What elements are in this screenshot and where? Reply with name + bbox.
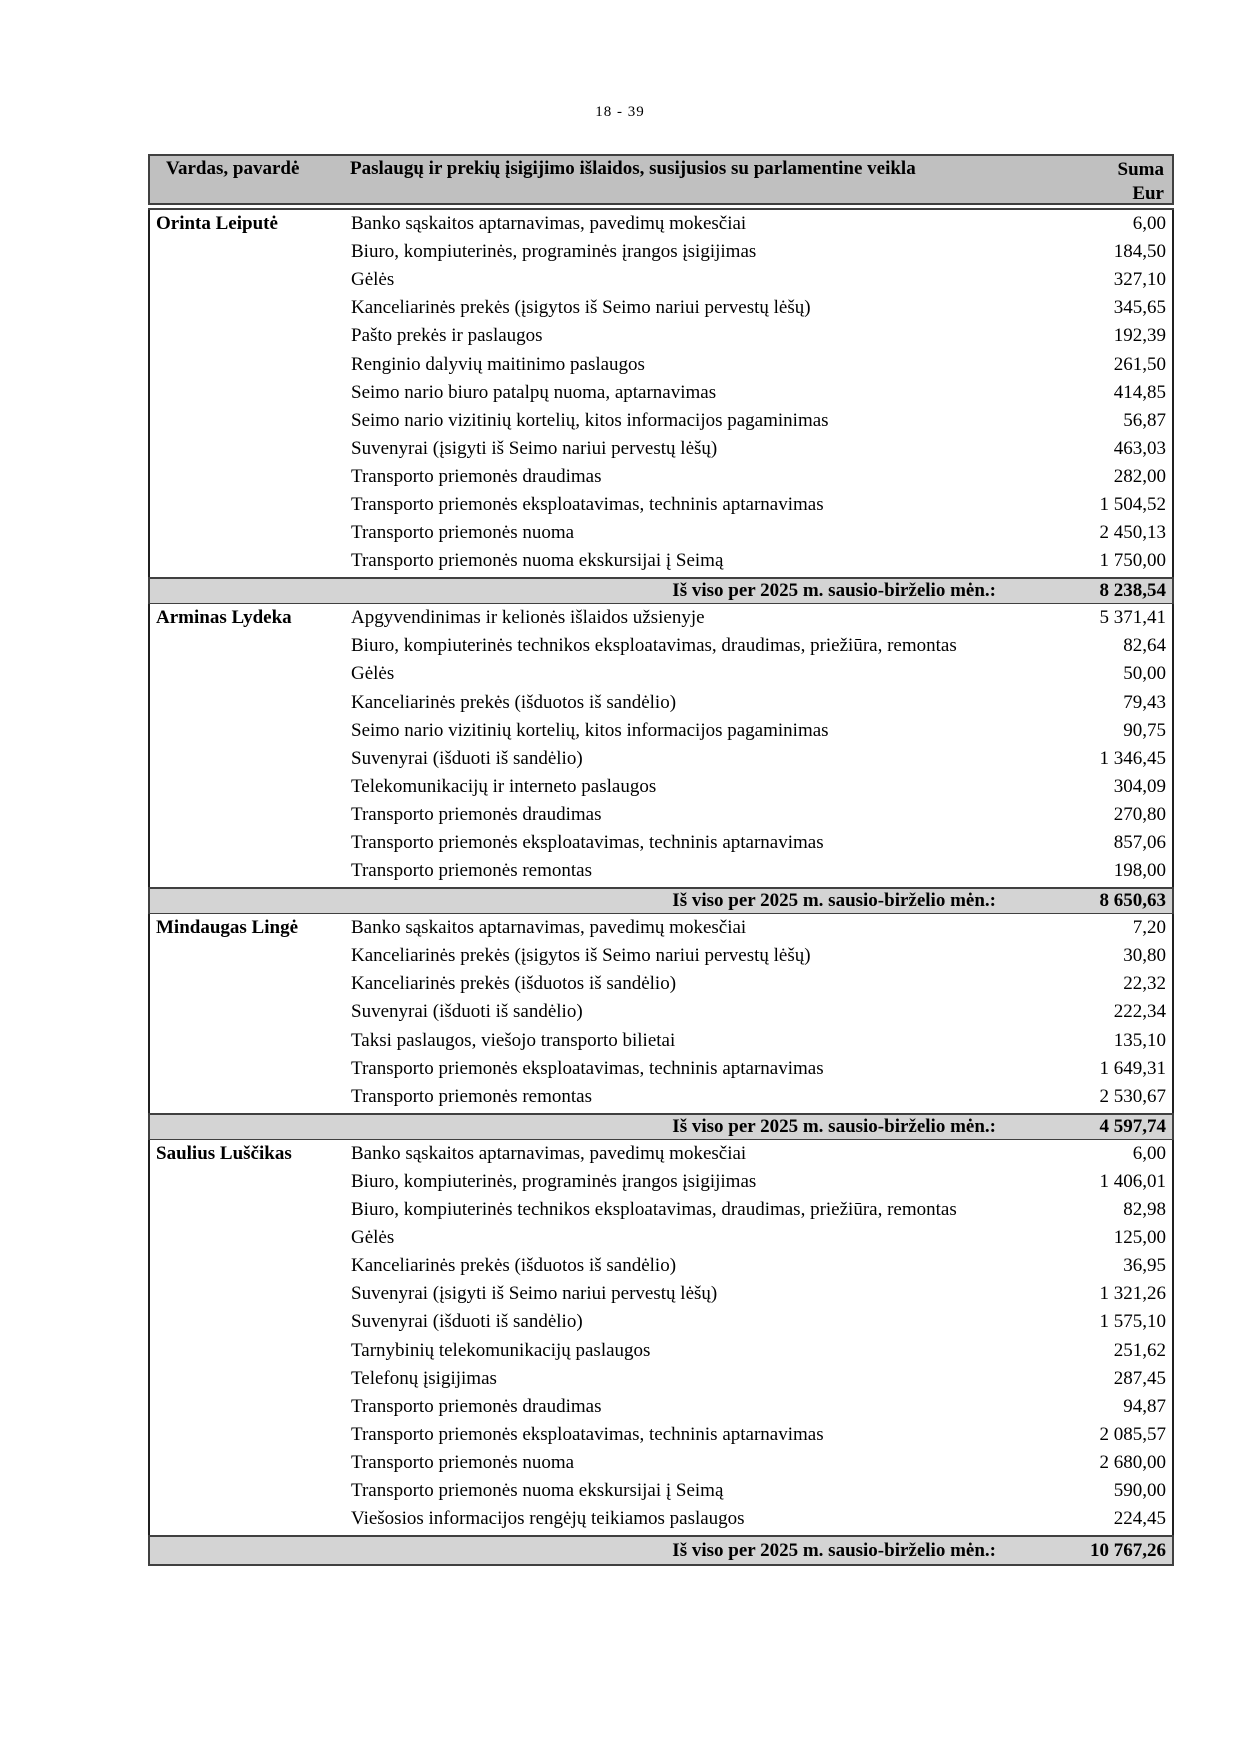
table-row: [150, 1421, 1172, 1449]
expense-amount: 6,00: [1132, 1142, 1166, 1164]
subtotal-amount: 8 650,63: [1099, 890, 1166, 912]
expense-amount: 251,62: [1113, 1339, 1166, 1361]
section-rows: [148, 1140, 1174, 1533]
subtotal-row: [148, 887, 1174, 914]
table-row: [150, 547, 1172, 575]
table-row: [150, 1252, 1172, 1280]
expense-description: Taksi paslaugos, viešojo transporto bilietai: [351, 1029, 676, 1051]
expense-amount: 184,50: [1113, 241, 1166, 263]
table-row: [150, 1336, 1172, 1364]
expense-description: Kanceliarinės prekės (išduotos iš sandėlio): [351, 691, 677, 713]
expense-amount: 261,50: [1113, 353, 1166, 375]
table-row: [150, 745, 1172, 773]
expense-amount: 590,00: [1113, 1479, 1166, 1501]
expense-description: Gėlės: [351, 269, 395, 291]
subtotal-amount: 10 767,26: [1090, 1539, 1166, 1561]
expense-description: Tarnybinių telekomunikacijų paslaugos: [351, 1339, 651, 1361]
expense-description: Transporto priemonės remontas: [351, 1085, 592, 1107]
table-row: [150, 435, 1172, 463]
member-section: [148, 1140, 1174, 1566]
expense-description: Telefonų įsigijimas: [351, 1367, 497, 1389]
expense-amount: 1 406,01: [1099, 1170, 1166, 1192]
expense-description: Transporto priemonės nuoma: [351, 1451, 575, 1473]
expense-description: Biuro, kompiuterinės, programinės įrangos įsigijimas: [351, 241, 757, 263]
subtotal-label: Iš viso per 2025 m. sausio-birželio mėn.:: [672, 580, 996, 602]
expense-description: Renginio dalyvių maitinimo paslaugos: [351, 353, 645, 375]
expense-description: Seimo nario vizitinių kortelių, kitos informacijos pagaminimas: [351, 719, 829, 741]
expense-description: Biuro, kompiuterinės, programinės įrangos įsigijimas: [351, 1170, 757, 1192]
page-number: 18 - 39: [595, 104, 645, 120]
expense-description: Seimo nario vizitinių kortelių, kitos informacijos pagaminimas: [351, 409, 829, 431]
expense-amount: 224,45: [1113, 1508, 1166, 1530]
table-row: [150, 1168, 1172, 1196]
expense-description: Transporto priemonės eksploatavimas, techninis aptarnavimas: [351, 493, 824, 515]
table-row: [150, 829, 1172, 857]
expense-description: Suvenyrai (įsigyti iš Seimo nariui pervestų lėšų): [351, 1283, 718, 1305]
table-row: [150, 1196, 1172, 1224]
expense-amount: 56,87: [1123, 409, 1166, 431]
expense-amount: 125,00: [1113, 1227, 1166, 1249]
table-row: [150, 238, 1172, 266]
expense-description: Banko sąskaitos aptarnavimas, pavedimų mokesčiai: [351, 917, 747, 939]
table-row: [150, 773, 1172, 801]
table-row: [150, 998, 1172, 1026]
member-section: [148, 914, 1174, 1140]
expense-description: Biuro, kompiuterinės technikos eksploatavimas, draudimas, priežiūra, remontas: [351, 635, 957, 657]
expense-amount: 287,45: [1113, 1367, 1166, 1389]
expense-amount: 30,80: [1123, 945, 1166, 967]
expense-description: Transporto priemonės eksploatavimas, techninis aptarnavimas: [351, 832, 824, 854]
table-row: [150, 1140, 1172, 1168]
expense-description: Transporto priemonės draudimas: [351, 803, 602, 825]
expense-amount: 36,95: [1123, 1255, 1166, 1277]
table-row: [150, 1505, 1172, 1533]
expense-description: Transporto priemonės remontas: [351, 860, 592, 882]
expense-table: [148, 154, 1174, 1566]
member-name: Arminas Lydeka: [156, 607, 292, 629]
expense-description: Transporto priemonės eksploatavimas, techninis aptarnavimas: [351, 1057, 824, 1079]
expense-amount: 345,65: [1113, 297, 1166, 319]
expense-amount: 414,85: [1113, 381, 1166, 403]
expense-description: Kanceliarinės prekės (išduotos iš sandėlio): [351, 973, 677, 995]
table-row: [150, 717, 1172, 745]
member-name: Mindaugas Lingė: [156, 917, 299, 939]
expense-amount: 2 450,13: [1099, 522, 1166, 544]
expense-description: Transporto priemonės draudimas: [351, 465, 602, 487]
table-row: [150, 1477, 1172, 1505]
expense-description: Transporto priemonės nuoma ekskursijai į Seimą: [351, 1479, 724, 1501]
expense-amount: 198,00: [1113, 860, 1166, 882]
expense-amount: 327,10: [1113, 269, 1166, 291]
table-row: [150, 660, 1172, 688]
table-row: [150, 689, 1172, 717]
subtotal-row: [148, 1113, 1174, 1140]
table-header: [148, 154, 1174, 205]
header-description: Paslaugų ir prekių įsigijimo išlaidos, susijusios su parlamentine veikla: [350, 158, 916, 179]
member-section: [148, 604, 1174, 914]
subtotal-amount: 4 597,74: [1099, 1115, 1166, 1137]
expense-description: Kanceliarinės prekės (įsigytos iš Seimo nariui pervestų lėšų): [351, 297, 811, 319]
table-row: [150, 350, 1172, 378]
table-row: [150, 1308, 1172, 1336]
expense-description: Transporto priemonės nuoma ekskursijai į Seimą: [351, 550, 724, 572]
table-row: [150, 914, 1172, 942]
expense-amount: 79,43: [1123, 691, 1166, 713]
expense-description: Seimo nario biuro patalpų nuoma, aptarnavimas: [351, 381, 717, 403]
expense-description: Banko sąskaitos aptarnavimas, pavedimų mokesčiai: [351, 1142, 747, 1164]
expense-amount: 1 649,31: [1099, 1057, 1166, 1079]
expense-description: Pašto prekės ir paslaugos: [351, 325, 543, 347]
section-rows: [148, 604, 1174, 885]
member-name: Saulius Luščikas: [156, 1142, 292, 1164]
table-row: [150, 379, 1172, 407]
subtotal-label: Iš viso per 2025 m. sausio-birželio mėn.:: [672, 890, 996, 912]
expense-amount: 1 504,52: [1099, 493, 1166, 515]
expense-description: Transporto priemonės draudimas: [351, 1395, 602, 1417]
subtotal-row: [148, 577, 1174, 604]
expense-description: Biuro, kompiuterinės technikos eksploatavimas, draudimas, priežiūra, remontas: [351, 1199, 957, 1221]
expense-amount: 1 750,00: [1099, 550, 1166, 572]
expense-description: Suvenyrai (išduoti iš sandėlio): [351, 1311, 583, 1333]
expense-description: Suvenyrai (išduoti iš sandėlio): [351, 747, 583, 769]
expense-description: Gėlės: [351, 1227, 395, 1249]
expense-amount: 7,20: [1132, 917, 1166, 939]
table-row: [150, 632, 1172, 660]
subtotal-label: Iš viso per 2025 m. sausio-birželio mėn.:: [672, 1539, 996, 1561]
member-name: Orinta Leiputė: [156, 213, 278, 235]
expense-amount: 282,00: [1113, 465, 1166, 487]
section-rows: [148, 914, 1174, 1111]
header-amount: [1118, 158, 1164, 206]
expense-description: Banko sąskaitos aptarnavimas, pavedimų mokesčiai: [351, 213, 747, 235]
table-body: [148, 210, 1174, 1566]
table-row: [150, 801, 1172, 829]
expense-description: Apgyvendinimas ir kelionės išlaidos užsienyje: [351, 607, 705, 629]
table-row: [150, 266, 1172, 294]
expense-amount: 94,87: [1123, 1395, 1166, 1417]
expense-amount: 270,80: [1113, 803, 1166, 825]
table-row: [150, 519, 1172, 547]
expense-amount: 1 575,10: [1099, 1311, 1166, 1333]
table-row: [150, 1393, 1172, 1421]
expense-amount: 50,00: [1123, 663, 1166, 685]
expense-amount: 463,03: [1113, 437, 1166, 459]
table-row: [150, 942, 1172, 970]
expense-amount: 2 680,00: [1099, 1451, 1166, 1473]
table-row: [150, 970, 1172, 998]
table-row: [150, 604, 1172, 632]
expense-amount: 82,64: [1123, 635, 1166, 657]
expense-description: Gėlės: [351, 663, 395, 685]
expense-description: Telekomunikacijų ir interneto paslaugos: [351, 775, 657, 797]
table-row: [150, 1280, 1172, 1308]
table-row: [150, 1027, 1172, 1055]
expense-description: Suvenyrai (įsigyti iš Seimo nariui pervestų lėšų): [351, 437, 718, 459]
expense-amount: 222,34: [1113, 1001, 1166, 1023]
header-amount-line1: Suma: [1117, 159, 1164, 180]
expense-description: Transporto priemonės nuoma: [351, 522, 575, 544]
table-row: [150, 294, 1172, 322]
expense-amount: 1 321,26: [1099, 1283, 1166, 1305]
expense-amount: 1 346,45: [1099, 747, 1166, 769]
subtotal-row: [148, 1535, 1174, 1566]
expense-amount: 90,75: [1123, 719, 1166, 741]
expense-amount: 82,98: [1123, 1199, 1166, 1221]
header-amount-line2: Eur: [1132, 183, 1164, 204]
table-row: [150, 322, 1172, 350]
table-row: [150, 407, 1172, 435]
section-rows: [148, 210, 1174, 575]
expense-amount: 304,09: [1113, 775, 1166, 797]
member-section: [148, 210, 1174, 604]
table-row: [150, 1224, 1172, 1252]
table-row: [150, 857, 1172, 885]
subtotal-label: Iš viso per 2025 m. sausio-birželio mėn.:: [672, 1115, 996, 1137]
expense-amount: 2 085,57: [1099, 1423, 1166, 1445]
table-row: [150, 1365, 1172, 1393]
expense-amount: 2 530,67: [1099, 1085, 1166, 1107]
table-row: [150, 491, 1172, 519]
expense-amount: 22,32: [1123, 973, 1166, 995]
expense-description: Kanceliarinės prekės (išduotos iš sandėlio): [351, 1255, 677, 1277]
table-row: [150, 1055, 1172, 1083]
expense-description: Suvenyrai (išduoti iš sandėlio): [351, 1001, 583, 1023]
table-row: [150, 1083, 1172, 1111]
header-name: Vardas, pavardė: [166, 158, 300, 179]
table-row: [150, 1449, 1172, 1477]
expense-description: Kanceliarinės prekės (įsigytos iš Seimo nariui pervestų lėšų): [351, 945, 811, 967]
expense-amount: 135,10: [1113, 1029, 1166, 1051]
subtotal-amount: 8 238,54: [1099, 580, 1166, 602]
expense-amount: 192,39: [1113, 325, 1166, 347]
table-row: [150, 210, 1172, 238]
expense-description: Transporto priemonės eksploatavimas, techninis aptarnavimas: [351, 1423, 824, 1445]
expense-amount: 6,00: [1132, 213, 1166, 235]
expense-amount: 857,06: [1113, 832, 1166, 854]
table-row: [150, 463, 1172, 491]
expense-description: Viešosios informacijos rengėjų teikiamos paslaugos: [351, 1508, 745, 1530]
expense-amount: 5 371,41: [1099, 607, 1166, 629]
